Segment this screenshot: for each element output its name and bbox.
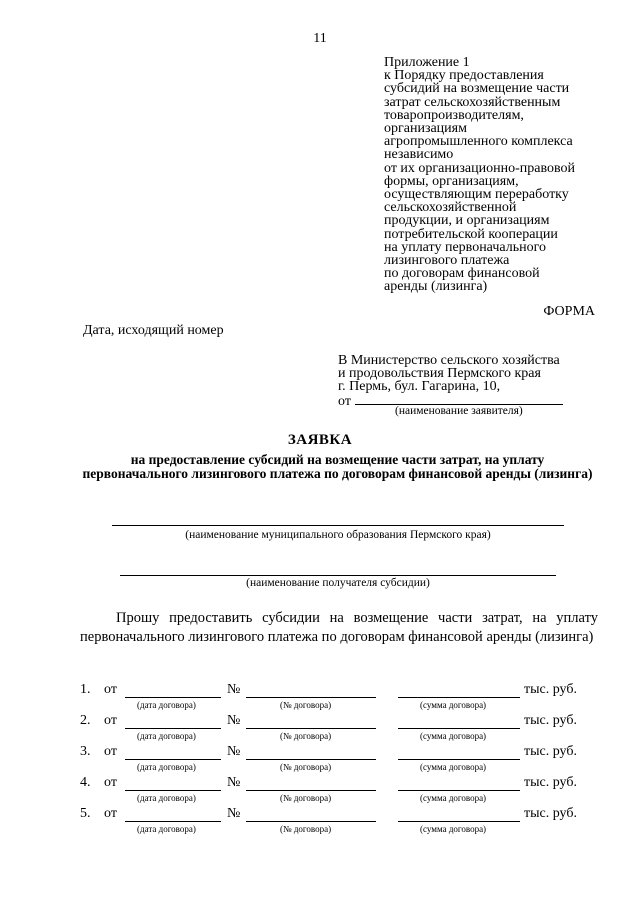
applicant-caption: (наименование заявителя) [395,405,523,417]
contract-sum-field[interactable] [398,759,520,760]
appendix-line: Приложение 1 [384,55,470,70]
contract-date-field[interactable] [125,821,221,822]
number-caption: (№ договора) [280,700,332,710]
appendix-line: продукции, и организациям [384,213,550,229]
contract-sum-field[interactable] [398,697,520,698]
addressee-block [338,354,563,408]
date-caption: (дата договора) [137,824,196,834]
from-label: от [104,806,117,821]
unit-label: тыс. руб. [524,682,577,697]
contract-row [80,775,600,805]
applicant-name-field[interactable] [355,393,563,405]
contract-number-field[interactable] [246,759,376,760]
form-label: ФОРМА [543,304,595,319]
row-number: 2. [80,713,91,728]
contract-number-field[interactable] [246,790,376,791]
sum-caption: (сумма договора) [420,700,487,710]
contract-sum-field[interactable] [398,821,520,822]
appendix-line: потребительской кооперации [384,226,558,242]
page-number: 11 [313,31,327,46]
recipient-field[interactable] [120,575,556,576]
appendix-line: сельскохозяйственной [384,200,517,216]
contract-date-field[interactable] [125,697,221,698]
appendix-line: к Порядку предоставления [384,68,544,84]
recipient-caption: (наименование получателя субсидии) [246,577,430,589]
sum-caption: (сумма договора) [420,762,487,772]
sum-caption: (сумма договора) [420,824,487,834]
contract-date-field[interactable] [125,790,221,791]
document-title: ЗАЯВКА [287,432,353,448]
contract-number-field[interactable] [246,728,376,729]
from-label: от [104,682,117,697]
number-caption: (№ договора) [280,731,332,741]
number-sign: № [227,775,241,790]
date-caption: (дата договора) [137,731,196,741]
unit-label: тыс. руб. [524,744,577,759]
contract-date-field[interactable] [125,728,221,729]
municipality-field[interactable] [112,525,564,526]
contract-number-field[interactable] [246,821,376,822]
unit-label: тыс. руб. [524,775,577,790]
addressee-line: г. Пермь, бул. Гагарина, 10, [338,379,501,394]
contract-row [80,682,600,712]
appendix-line: осуществляющим переработку [384,187,569,203]
addressee-line: В Министерство сельского хозяйства [338,353,560,368]
sum-caption: (сумма договора) [420,793,487,803]
date-outgoing-number-label: Дата, исходящий номер [83,323,224,338]
contract-sum-field[interactable] [398,790,520,791]
municipality-caption: (наименование муниципального образования Пермского края) [185,529,491,541]
row-number: 1. [80,682,91,697]
date-caption: (дата договора) [137,762,196,772]
contract-row [80,713,600,743]
appendix-line: затрат сельскохозяйственным [384,94,561,110]
row-number: 5. [80,806,91,821]
request-text: Прошу предоставить субсидии на возмещение части затрат, на уплату первоначального лизингового платежа по договорам финансовой аренды (лизинга) [80,610,598,645]
document-subtitle: на предоставление субсидий на возмещение части затрат, на уплату первоначального лизингового платежа по договорам финансовой аренды (лизинга) [82,452,593,481]
number-sign: № [227,806,241,821]
contract-sum-field[interactable] [398,728,520,729]
from-label: от [104,713,117,728]
number-caption: (№ договора) [280,762,332,772]
from-label: от [338,394,351,409]
appendix-line: независимо [384,147,454,163]
appendix-line: лизингового платежа [384,253,510,269]
contract-row [80,806,600,836]
addressee-line: и продовольствия Пермского края [338,366,541,381]
date-caption: (дата договора) [137,700,196,710]
appendix-line: по договорам финансовой [384,266,540,282]
appendix-line: субсидий на возмещение части [384,81,570,97]
appendix-line: формы, организациям, [384,173,519,189]
request-paragraph [80,609,598,646]
number-sign: № [227,744,241,759]
unit-label: тыс. руб. [524,713,577,728]
number-sign: № [227,682,241,697]
from-label: от [104,744,117,759]
appendix-line: организациям [384,121,467,137]
appendix-block [384,56,575,294]
contract-number-field[interactable] [246,697,376,698]
contract-date-field[interactable] [125,759,221,760]
appendix-line: аренды (лизинга) [384,279,488,295]
appendix-line: на уплату первоначального [384,239,546,255]
row-number: 3. [80,744,91,759]
from-label: от [104,775,117,790]
unit-label: тыс. руб. [524,806,577,821]
number-caption: (№ договора) [280,824,332,834]
date-caption: (дата договора) [137,793,196,803]
appendix-line: товаропроизводителям, [384,107,524,123]
contract-row [80,744,600,774]
row-number: 4. [80,775,91,790]
appendix-line: от их организационно-правовой [384,160,575,176]
sum-caption: (сумма договора) [420,731,487,741]
number-caption: (№ договора) [280,793,332,803]
appendix-line: агропромышленного комплекса [384,134,573,150]
number-sign: № [227,713,241,728]
